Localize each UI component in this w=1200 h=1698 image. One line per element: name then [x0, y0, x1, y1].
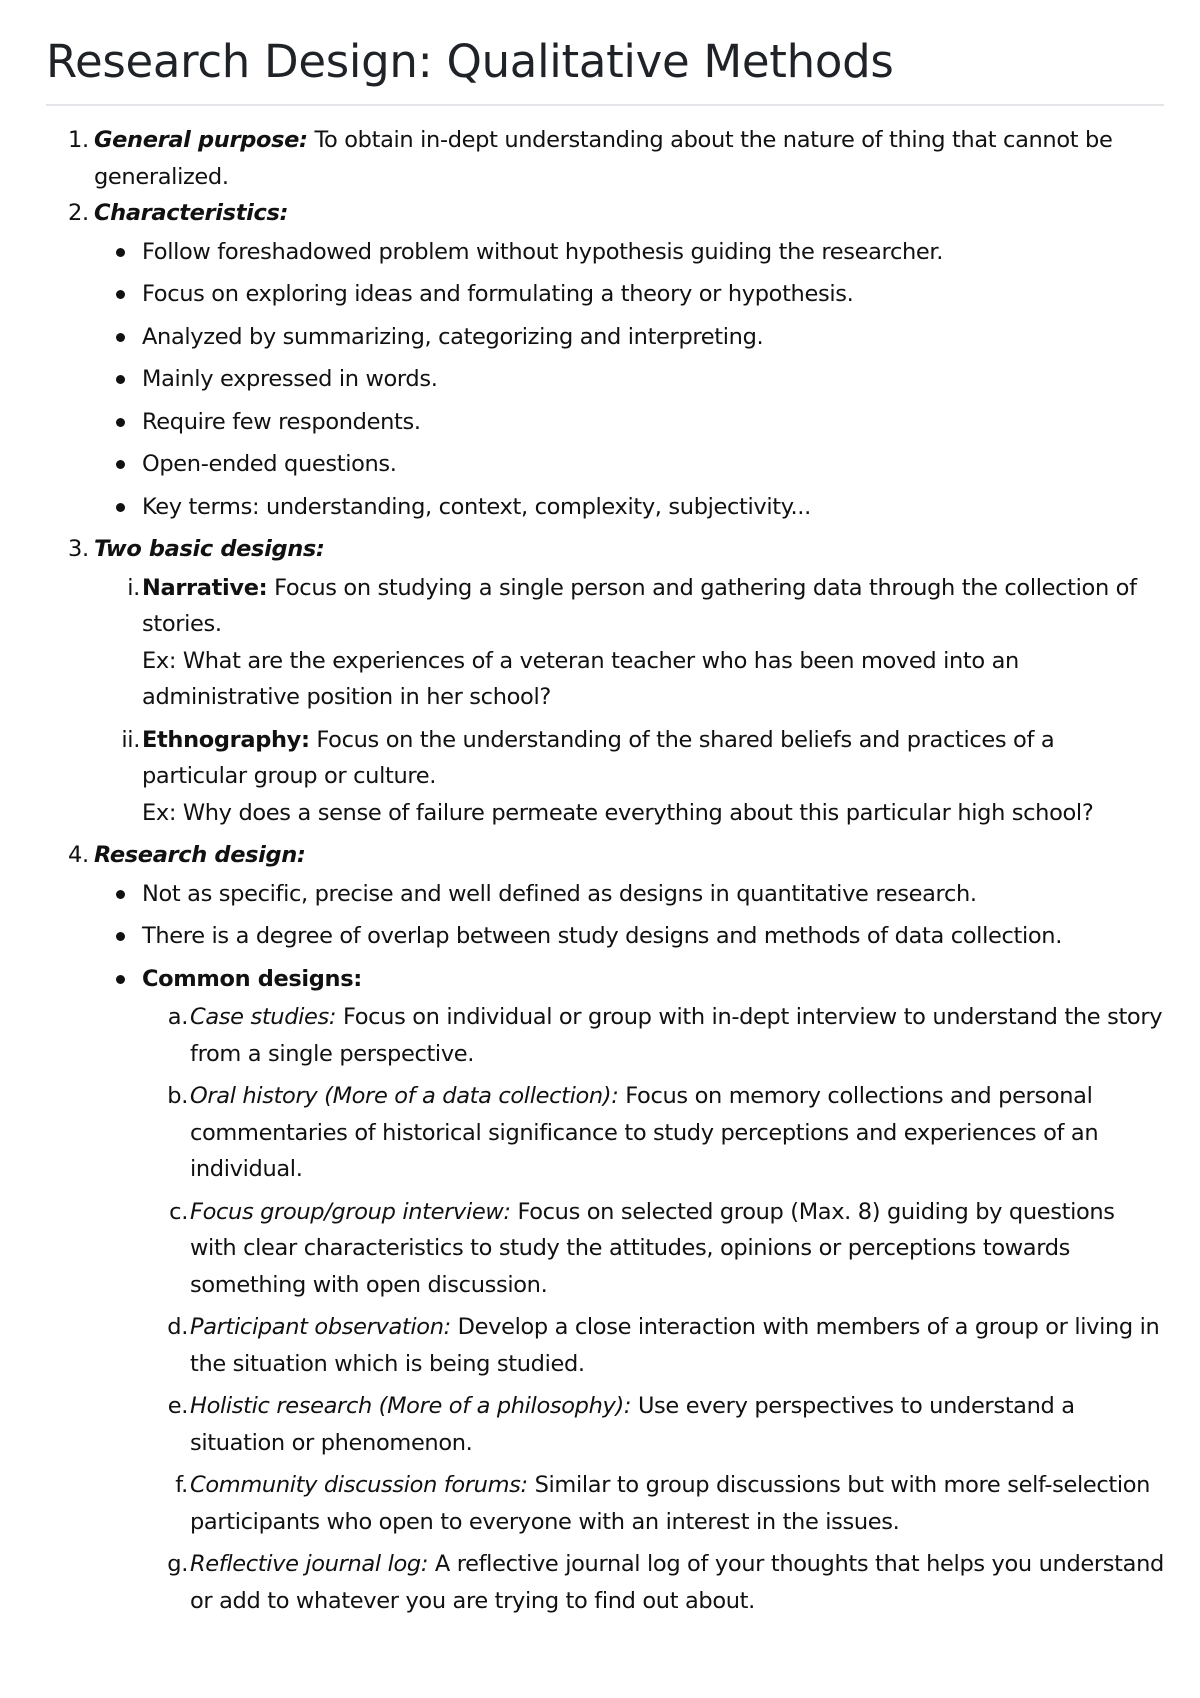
common-design-item [142, 1467, 1164, 1540]
common-designs-list [142, 999, 1164, 1619]
design-text: Focus on the understanding of the shared beliefs and practices of a particular group or culture. [142, 726, 1055, 789]
research-design-list [94, 876, 1164, 1620]
item-letter: d. [167, 1314, 188, 1340]
section-text: To obtain in-dept understanding about the nature of thing that cannot be generalized. [94, 127, 1113, 190]
list-item [94, 446, 1164, 483]
design-name: Narrative: [142, 574, 268, 601]
section-research-design [46, 837, 1164, 1619]
bullet-icon [116, 975, 125, 984]
design-name: Ethnography: [142, 726, 310, 753]
bullet-icon [116, 375, 125, 384]
design-text: Focus on studying a single person and gathering data through the collection of stories. [142, 574, 1137, 637]
section-number: 2. [68, 200, 89, 226]
bullet-icon [116, 290, 125, 299]
common-design-text: A reflective journal log of your thoughts that helps you understand or add to whatever you are trying to find out about. [190, 1551, 1164, 1614]
common-design-text: Focus on selected group (Max. 8) guiding by questions with clear characteristics to study the attitudes, opinions or perceptions towards something with open discussion. [190, 1198, 1115, 1298]
section-label: Research design: [94, 842, 306, 868]
bullet-icon [116, 932, 125, 941]
common-designs-label: Common designs: [142, 965, 362, 992]
common-design-name: Oral history (More of a data collection): [190, 1083, 619, 1109]
common-design-name: Participant observation: [190, 1314, 451, 1340]
common-design-text: Develop a close interaction with members of a group or living in the situation which is being studied. [190, 1314, 1160, 1377]
common-design-item [142, 1194, 1164, 1304]
section-general-purpose [46, 122, 1164, 195]
common-design-text: Use every perspectives to understand a situation or phenomenon. [190, 1393, 1075, 1456]
section-number: 3. [68, 536, 89, 562]
main-list [46, 122, 1164, 1619]
section-number: 1. [68, 127, 89, 153]
list-item-text: Not as specific, precise and well defined as designs in quantitative research. [142, 880, 977, 907]
section-characteristics [46, 195, 1164, 525]
list-item [94, 918, 1164, 955]
common-design-item [142, 1078, 1164, 1188]
design-example: Ex: What are the experiences of a veteran teacher who has been moved into an administrative position in her school? [142, 647, 1019, 710]
list-item-text: There is a degree of overlap between study designs and methods of data collection. [142, 923, 1062, 949]
section-number: 4. [68, 842, 89, 868]
section-label: Two basic designs: [94, 536, 325, 562]
common-design-name: Case studies: [190, 1004, 337, 1030]
bullet-icon [116, 248, 125, 257]
item-letter: c. [169, 1198, 188, 1225]
list-item [94, 489, 1164, 526]
basic-designs-list [94, 570, 1164, 832]
list-item [94, 234, 1164, 271]
list-item-text: Require few respondents. [142, 408, 421, 435]
bullet-icon [116, 418, 125, 427]
list-item [94, 276, 1164, 313]
list-item-text: Mainly expressed in words. [142, 366, 438, 392]
common-design-text: Focus on individual or group with in-dept interview to understand the story from a single perspective. [190, 1004, 1163, 1067]
item-number: i. [127, 574, 140, 601]
common-design-text: Focus on memory collections and personal commentaries of historical significance to study perceptions and experiences of an individual. [190, 1083, 1099, 1182]
bullet-icon [116, 460, 125, 469]
item-letter: b. [167, 1083, 188, 1109]
common-design-text: Similar to group discussions but with more self-selection participants who open to everyone with an interest in the issues. [190, 1472, 1151, 1535]
section-basic-designs [46, 531, 1164, 831]
bullet-icon [116, 333, 125, 342]
design-ethnography [94, 722, 1164, 832]
list-item [94, 361, 1164, 398]
common-design-name: Holistic research (More of a philosophy): [190, 1393, 632, 1419]
common-design-item [142, 999, 1164, 1072]
common-design-item [142, 1546, 1164, 1619]
item-letter: e. [167, 1393, 188, 1419]
item-letter: f. [175, 1472, 188, 1498]
section-label: Characteristics: [94, 200, 289, 226]
list-item [94, 404, 1164, 441]
list-item-text: Analyzed by summarizing, categorizing and interpreting. [142, 323, 764, 350]
common-design-item [142, 1388, 1164, 1461]
list-item-text: Focus on exploring ideas and formulating a theory or hypothesis. [142, 281, 854, 307]
list-item-text: Key terms: understanding, context, complexity, subjectivity... [142, 493, 811, 520]
list-item-common-designs [94, 961, 1164, 1620]
bullet-icon [116, 503, 125, 512]
item-letter: a. [167, 1004, 188, 1030]
design-example: Ex: Why does a sense of failure permeate everything about this particular high school? [142, 799, 1094, 826]
common-design-name: Focus group/group interview: [190, 1198, 511, 1225]
list-item [94, 876, 1164, 913]
title-divider [46, 104, 1164, 106]
section-label: General purpose: [94, 127, 308, 153]
list-item-text: Follow foreshadowed problem without hypothesis guiding the researcher. [142, 238, 944, 265]
page-title: Research Design: Qualitative Methods [46, 35, 894, 88]
design-narrative [94, 570, 1164, 716]
list-item-text: Open-ended questions. [142, 451, 397, 477]
list-item [94, 319, 1164, 356]
item-number: ii. [121, 726, 140, 753]
characteristics-list [94, 234, 1164, 526]
item-letter: g. [167, 1551, 188, 1577]
bullet-icon [116, 890, 125, 899]
common-design-name: Community discussion forums: [190, 1472, 528, 1498]
common-design-item [142, 1309, 1164, 1382]
common-design-name: Reflective journal log: [190, 1551, 429, 1577]
